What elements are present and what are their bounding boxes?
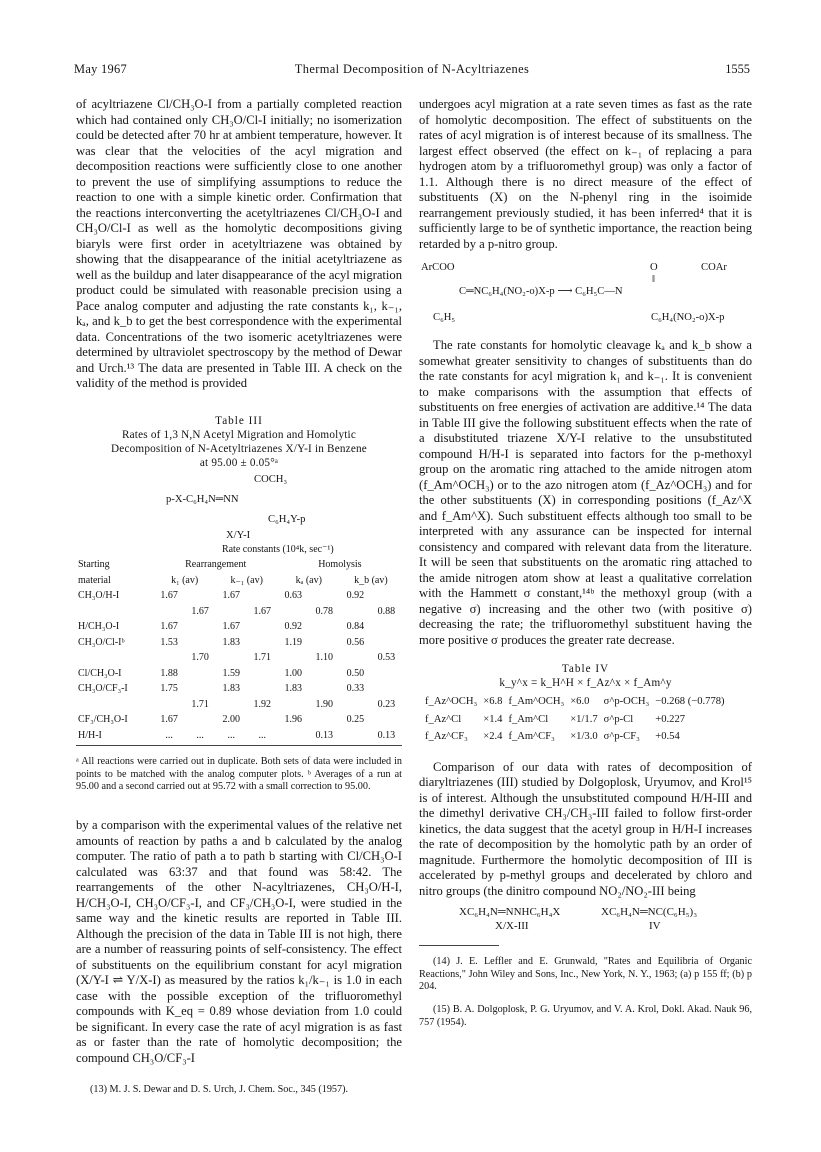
table3-cell-k1: 1.75 bbox=[160, 683, 178, 694]
table3-cell-k1: 1.53 bbox=[160, 636, 178, 648]
table3-cell-kb bbox=[340, 650, 371, 666]
table3-cell-kaav: 0.13 bbox=[315, 729, 334, 741]
header-date: May 1967 bbox=[74, 62, 127, 76]
table3-cell-mat bbox=[76, 604, 154, 620]
table3-cell-km1av bbox=[247, 635, 278, 651]
table3-cell-kbav: 0.23 bbox=[377, 698, 396, 710]
right-paragraph-2: The rate constants for homolytic cleavage kₐ and k_b show a somewhat greater sensitivity to changes of substituents than do the rate constants for acyl migration k₁ and k₋₁. It is convenient to make comparisons with the assumption that effects of substituents on free energies of activation are additive.¹⁴ The data in Table III give the following substituent effects when the rate of a disubstituted triazene X/Y-I relative to the unsubstituted compound H/H-I is separated into factors for the p-methoxyl group on the aromatic ring attached to the amide nitrogen atom (f_Am^OCH₃) or to the azo nitrogen atom (f_Az^OCH₃) and for the other substituents (X) in corresponding positions (f_Az^X and f_Am^X). Such substituent effects although too small to be interpreted with any assurance can be inspected for internal consistency and compared with relevant data from the literature. It will be seen that substituents on the aromatic ring attached to the amide nitrogen atom show at least a qualitative correlation with the Hammett σ constant,¹⁴ᵇ the methoxyl group (with a negative σ) increasing and the other two (with positive σ) decreasing the rate; the trifluoromethyl substituent having the more positive σ produces the greater rate decrease. bbox=[419, 338, 752, 647]
struct-label: X/Y-I bbox=[226, 529, 251, 541]
table3 bbox=[76, 542, 402, 744]
table3-cell-km1: 1.83 bbox=[222, 683, 240, 694]
table3-cell-km1av: ... bbox=[258, 729, 266, 741]
table3-cell-km1av bbox=[247, 712, 278, 728]
table3-cell-ka bbox=[278, 728, 309, 744]
left-paragraph-1: of acyltriazene Cl/CH₃O-I from a partially completed reaction which had contained only CH₃O/Cl-I initially; no isomerization could be detected after 70 hr at ambient temperature, however. It was clear that the velocities of the acyl migration and decomposition reactions were sufficiently close to one another to prevent the use of simplifying assumptions to reduce the reaction to one with a simple kinetic order. Confirmation that the reactions interconverting the acetyltriazenes Cl/CH₃O-I and CH₃O/Cl-I as well as the homolytic decompositions giving biaryls were first order in acetyltriazene was obtained by showing that the disappearance of the initial acetyltriazene as well as the buildup and later disappearance of the acyl migration product could be simulated with reasonable precision using a Pace analog computer and adjusting the rate constants k₁, k₋₁, kₐ, and k_b to get the best correspondence with the experimental data. Concentrations of the two isomeric acetyltriazenes were determined by ultraviolet spectroscopy by the method of Dewar and Urch.¹³ The data are presented in Table III. A check on the validity of the method is provided bbox=[76, 97, 402, 390]
table3-cell-k1 bbox=[154, 650, 185, 666]
table3-cell-km1: 1.67 bbox=[222, 590, 240, 601]
table3-cell-k1av bbox=[185, 666, 216, 682]
scheme-middle: C═NC₆H₄(NO₂-o)X-p ⟶ C₆H₅C—N bbox=[459, 286, 623, 297]
table3-cell-kb bbox=[340, 728, 371, 744]
table3-cell-kbav bbox=[371, 712, 402, 728]
structures-iii-iv bbox=[419, 905, 752, 935]
footnote-13: (13) M. J. S. Dewar and D. S. Urch, J. Chem. Soc., 345 (1957). bbox=[90, 1084, 349, 1096]
table3-cell-mat: CH₃O/CF₃-I bbox=[78, 683, 128, 694]
table3-cell-ka: 1.96 bbox=[284, 714, 303, 725]
table4-cell: σ^p-Cl bbox=[603, 713, 634, 725]
scheme-coar: COAr bbox=[701, 262, 727, 273]
table3-cell-k1av bbox=[185, 619, 216, 635]
table3-cell-k1av: 1.71 bbox=[191, 698, 209, 710]
table3-row bbox=[76, 681, 402, 697]
table3-cell-k1: 1.67 bbox=[160, 621, 178, 632]
table3-cell-k1av bbox=[185, 588, 216, 604]
table3-cell-k1av bbox=[185, 635, 216, 651]
table3-cell-kaav bbox=[309, 666, 340, 682]
struct-right: C₆H₄Y-p bbox=[268, 513, 306, 525]
col-ka: kₐ (av) bbox=[295, 574, 322, 586]
table3-cell-kbav bbox=[371, 588, 402, 604]
table3-cell-km1: ... bbox=[227, 729, 235, 741]
running-header bbox=[74, 62, 750, 80]
table3-cell-km1av bbox=[247, 619, 278, 635]
table3-cell-kbav bbox=[371, 635, 402, 651]
table4-cell: ×6.0 bbox=[570, 696, 590, 707]
table3-row bbox=[76, 635, 402, 651]
table3-cell-km1: 1.59 bbox=[222, 667, 240, 679]
right-column bbox=[419, 97, 752, 1040]
table3-label: Table III bbox=[215, 414, 263, 427]
table3-cell-kb bbox=[340, 604, 371, 620]
table3-cell-ka: 1.00 bbox=[284, 667, 303, 679]
table4-cell: f_Az^Cl bbox=[425, 713, 462, 725]
table3-cell-k1 bbox=[154, 697, 185, 713]
col-k1: k₁ (av) bbox=[171, 574, 199, 586]
table3-cell-kaav: 1.90 bbox=[315, 698, 334, 710]
table4-cell: f_Az^CF₃ bbox=[425, 731, 468, 742]
table3-bottom-rule bbox=[76, 745, 402, 746]
struct-iv-label: IV bbox=[649, 920, 661, 932]
table3-cell-mat: CH₃O/H-I bbox=[78, 590, 120, 601]
table3-cell-k1: 1.67 bbox=[160, 590, 178, 601]
table3-cell-ka: 1.19 bbox=[284, 636, 303, 648]
table4-cell: σ^p-CF₃ bbox=[603, 731, 640, 742]
table3-cell-k1: 1.67 bbox=[160, 714, 178, 725]
table3-cell-k1: 1.88 bbox=[160, 667, 178, 679]
table4-cell: σ^p-OCH₃ bbox=[603, 696, 650, 707]
table3-cell-kb: 0.33 bbox=[346, 683, 365, 694]
homolysis-header: Homolysis bbox=[318, 559, 362, 570]
table3-cell-mat: H/H-I bbox=[78, 729, 102, 741]
table3-cell-kaav bbox=[309, 619, 340, 635]
table3-cell-k1av bbox=[185, 681, 216, 697]
table3-row bbox=[76, 588, 402, 604]
table3-cell-kaav bbox=[309, 588, 340, 604]
table4-cell: f_Am^OCH₃ bbox=[508, 696, 565, 707]
table3-cell-ka: 0.63 bbox=[284, 590, 303, 601]
table3-cell-kbav bbox=[371, 666, 402, 682]
right-paragraph-3: Comparison of our data with rates of decomposition of diaryltriazenes (III) studied by Dolgoplosk, Uryumov, and Krol¹⁵ is of interest. Although the unsubstituted compound H/H-III and the dimethyl derivative CH₃/CH₃-III failed to follow first-order kinetics, the data suggest that the acetyl group in H/H-I increases the rate of decomposition by the homolytic path by an order of magnitude. Furthermore the homolytic decomposition of III is accelerated by p-methyl groups and decelerated by chloro and nitro groups (the dinitro compound NO₂/NO₂-III being bbox=[419, 759, 752, 898]
table3-row bbox=[76, 712, 402, 728]
table4-cell: ×1/1.7 bbox=[570, 713, 598, 725]
table4-cell: +0.54 bbox=[655, 731, 680, 742]
table3-cell-k1av: 1.70 bbox=[191, 652, 209, 663]
table3-cell-km1av bbox=[247, 666, 278, 682]
struct-coch3: COCH₃ bbox=[254, 473, 288, 485]
table4-cell: f_Am^CF₃ bbox=[508, 731, 555, 742]
table3-cell-kbav: 0.88 bbox=[377, 605, 396, 617]
table3-cell-kb: 0.92 bbox=[346, 590, 365, 601]
table3-cell-mat bbox=[76, 697, 154, 713]
col-material: material bbox=[78, 574, 111, 586]
table3-row bbox=[76, 650, 402, 666]
table4-cell: ×1.4 bbox=[483, 713, 503, 725]
table3-cell-k1: ... bbox=[165, 729, 173, 741]
struct-iv: XC₆H₄N═NC(C₆H₅)₃ bbox=[601, 906, 698, 918]
left-column bbox=[76, 97, 402, 1107]
col-km1: k₋₁ (av) bbox=[230, 574, 263, 586]
footnote-divider bbox=[419, 945, 499, 946]
table3-cell-mat: H/CH₃O-I bbox=[78, 621, 120, 632]
table3-cell-mat: Cl/CH₃O-I bbox=[78, 667, 122, 679]
table3-cell-km1: 2.00 bbox=[222, 714, 240, 725]
table3-cell-kb: 0.50 bbox=[346, 667, 365, 679]
table3-cell-km1: 1.83 bbox=[222, 636, 240, 648]
table3-cell-ka bbox=[278, 697, 309, 713]
table3-cell-mat: CF₃/CH₃O-I bbox=[78, 714, 128, 725]
table4-row bbox=[425, 711, 731, 729]
table4-row bbox=[425, 728, 731, 746]
table3-title-line2: Decomposition of N-Acetyltriazenes X/Y-I in Benzene bbox=[111, 442, 367, 455]
table3-row bbox=[76, 697, 402, 713]
table3-structure bbox=[76, 470, 402, 542]
table3-cell-mat bbox=[76, 650, 154, 666]
scheme-right-sub: C₆H₄(NO₂-o)X-p bbox=[651, 312, 725, 323]
table3-cell-mat: CH₃O/Cl-Iᵇ bbox=[78, 636, 125, 648]
table3-cell-km1 bbox=[216, 697, 247, 713]
table3-cell-km1: 1.67 bbox=[222, 621, 240, 632]
table3-cell-kaav: 1.10 bbox=[315, 652, 334, 663]
table3-cell-kb bbox=[340, 697, 371, 713]
table3-cell-kaav bbox=[309, 635, 340, 651]
scheme-c6h5: C₆H₅ bbox=[433, 312, 456, 323]
left-paragraph-2: by a comparison with the experimental values of the relative net amounts of reaction by paths a and b calculated by the analog computer. The ratio of path a to path b starting with Cl/CH₃O-I calculated was 63:37 and that found was 58:42. The rearrangements of the other N-acyltriazenes, CH₃O/H-I, H/CH₃O-I, CH₃O/CF₃-I, and CF₃/CH₃O-I, were studied in the same way and the kinetic results are reported in Table III. Although the precision of the data in Table III is not high, there are a number of reassuring points of self-consistency. The effect of substituents on the equilibrium constant for acyl migration (X/Y-I ⇌ Y/X-I) as measured by the ratios k₁/k₋₁ is 1.0 in each case with the possible exception of the trifluoromethyl compounds with K_eq = 0.89 whose deviation from 1.0 could be significant. In every case the rate of acyl migration is as fast as or faster than the rate of homolytic decomposition; the compound CH₃O/CF₃-I bbox=[76, 818, 402, 1065]
table4-row bbox=[425, 693, 731, 711]
scheme-o: O bbox=[650, 262, 658, 273]
table3-cell-kbav bbox=[371, 619, 402, 635]
table3-cell-k1 bbox=[154, 604, 185, 620]
table4-cell: f_Am^Cl bbox=[508, 713, 549, 725]
table4-cell: ×1/3.0 bbox=[570, 731, 598, 742]
table4-equation: k_y^x = k_H^H × f_Az^x × f_Am^y bbox=[499, 677, 672, 689]
table4-cell: ×2.4 bbox=[483, 731, 503, 742]
table4-cell: −0.268 (−0.778) bbox=[655, 696, 725, 707]
footnote-14: (14) J. E. Leffler and E. Grunwald, "Rates and Equilibria of Organic Reactions," John Wiley and Sons, Inc., New York, N. Y., 1963; (a) p 155 ff; (b) p 204. bbox=[419, 956, 752, 993]
scheme-arcoo: ArCOO bbox=[421, 262, 455, 273]
footnote-15: (15) B. A. Dolgoplosk, P. G. Uryumov, and V. A. Krol, Dokl. Akad. Nauk 96, 757 (1954). bbox=[419, 1004, 752, 1028]
table3-cell-kb: 0.56 bbox=[346, 636, 365, 648]
table3-cell-ka: 0.92 bbox=[284, 621, 303, 632]
table4-cell: f_Az^OCH₃ bbox=[425, 696, 478, 707]
table4-cell: +0.227 bbox=[655, 713, 686, 725]
table3-cell-km1av: 1.71 bbox=[253, 652, 271, 663]
table4-cell: ×6.8 bbox=[483, 696, 503, 707]
table3-cell-k1av: ... bbox=[196, 729, 204, 741]
struct-iii-label: X/X-III bbox=[495, 920, 529, 932]
table3-cell-km1av bbox=[247, 588, 278, 604]
table4-label: Table IV bbox=[561, 663, 610, 675]
table3-cell-km1 bbox=[216, 650, 247, 666]
table3-cell-km1av: 1.92 bbox=[253, 698, 271, 710]
table3-row bbox=[76, 604, 402, 620]
table3-title-line1: Rates of 1,3 N,N Acetyl Migration and Homolytic bbox=[121, 428, 357, 441]
table3-cell-kbav bbox=[371, 681, 402, 697]
reaction-scheme bbox=[419, 252, 752, 338]
table3-cell-ka bbox=[278, 604, 309, 620]
struct-left: p-X-C₆H₄N═NN bbox=[166, 493, 239, 505]
table3-cell-kaav: 0.78 bbox=[315, 605, 334, 617]
table3-cell-kbav: 0.53 bbox=[377, 652, 396, 663]
rearrangement-header: Rearrangement bbox=[185, 559, 247, 570]
header-title: Thermal Decomposition of N-Acyltriazenes bbox=[294, 62, 530, 76]
col-starting: Starting bbox=[78, 559, 110, 570]
table3-row bbox=[76, 666, 402, 682]
table3-cell-km1av bbox=[247, 681, 278, 697]
struct-iii: XC₆H₄N═NNHC₆H₄X bbox=[459, 906, 561, 918]
table3-cell-k1av: 1.67 bbox=[191, 605, 209, 617]
table3-title-line3: at 95.00 ± 0.05°ᵃ bbox=[199, 456, 279, 469]
table3-row bbox=[76, 619, 402, 635]
table3-cell-k1av bbox=[185, 712, 216, 728]
table3-cell-kb: 0.25 bbox=[346, 714, 365, 725]
table3-cell-km1av: 1.67 bbox=[253, 605, 271, 617]
scheme-dbl-bond: ‖ bbox=[652, 274, 655, 285]
rate-constants-header: Rate constants (10⁴k, sec⁻¹) bbox=[221, 543, 334, 555]
right-paragraph-1: undergoes acyl migration at a rate seven times as fast as the rate of homolytic decomposition. The effect of substituents on the rates of acyl migration is of interest because of its smallness. The largest effect observed (the effect on k₋₁ of replacing a para hydrogen atom by a trifluoromethyl group) was only a factor of 1.1. Although there is no direct measure of the effect of substituents (X) on the N-phenyl ring in the isoimide rearrangement previously studied, it has been inferred⁴ that it is sufficiently large to be of synthetic importance, the reaction being retarded by a p-nitro group. bbox=[419, 97, 752, 251]
col-kb: k_b (av) bbox=[354, 574, 388, 586]
page-number: 1555 bbox=[725, 62, 750, 76]
table3-cell-km1 bbox=[216, 604, 247, 620]
table3-cell-kbav: 0.13 bbox=[377, 729, 396, 741]
table3-cell-ka: 1.83 bbox=[284, 683, 303, 694]
table3-cell-kaav bbox=[309, 681, 340, 697]
table3-cell-kb: 0.84 bbox=[346, 621, 365, 632]
table3-cell-kaav bbox=[309, 712, 340, 728]
table3-row bbox=[76, 728, 402, 744]
table3-footnote: ᵃ All reactions were carried out in duplicate. Both sets of data were included in points to be matched with the analog computer plots. ᵇ Averages of a run at 95.00 and a second carried out at 95.72 with a small correction to 95.00. bbox=[76, 756, 402, 793]
table4 bbox=[425, 693, 731, 746]
table3-cell-ka bbox=[278, 650, 309, 666]
